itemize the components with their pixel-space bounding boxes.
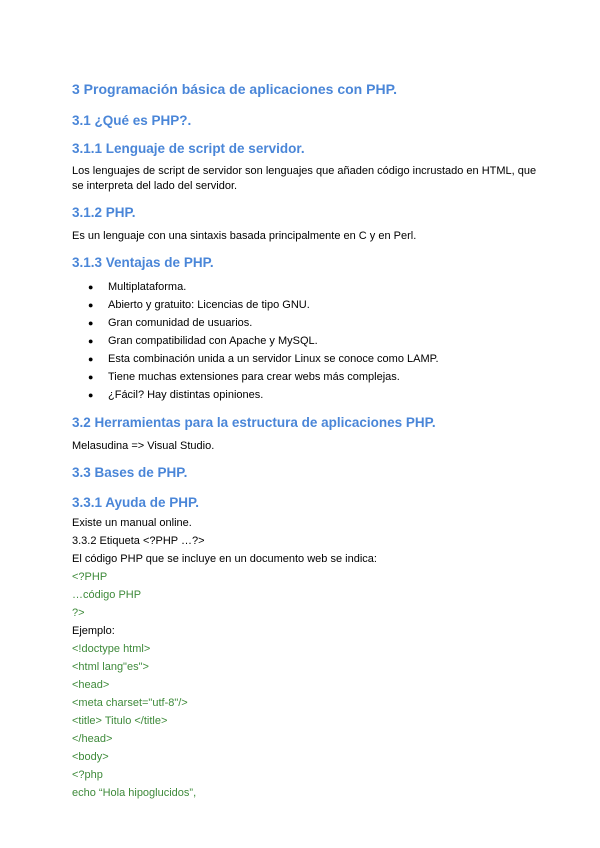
code-line: <!doctype html> [72, 643, 151, 655]
heading-3-1: 3.1 ¿Qué es PHP?. [72, 113, 192, 128]
heading-3: 3 Programación básica de aplicaciones con PHP. [72, 81, 397, 97]
paragraph-php: Es un lenguaje con una sintaxis basada principalmente en C y en Perl. [72, 230, 417, 242]
code-line: echo “Hola hipoglucidos”, [72, 787, 197, 799]
ventajas-list [72, 278, 540, 404]
paragraph-etiqueta: 3.3.2 Etiqueta <?PHP …?> [72, 535, 205, 547]
bullet-icon: ● [88, 390, 94, 400]
code-line: <body> [72, 751, 109, 763]
bullet-icon: ● [88, 282, 94, 292]
list-item-text: ¿Fácil? Hay distintas opiniones. [108, 389, 264, 401]
bullet-icon: ● [88, 372, 94, 382]
list-item [72, 332, 540, 350]
list-item-text: Abierto y gratuito: Licencias de tipo GNU. [108, 299, 310, 311]
heading-3-3-1: 3.3.1 Ayuda de PHP. [72, 495, 200, 510]
code-line: <head> [72, 679, 110, 691]
code-line: </head> [72, 733, 113, 745]
list-item [72, 386, 540, 404]
heading-3-1-2: 3.1.2 PHP. [72, 205, 136, 220]
code-line: <html lang"es"> [72, 661, 149, 673]
code-line: …código PHP [72, 589, 142, 601]
code-line: ?> [72, 607, 85, 619]
list-item-text: Gran compatibilidad con Apache y MySQL. [108, 335, 318, 347]
code-line: <title> Titulo </title> [72, 715, 168, 727]
paragraph-ejemplo: Ejemplo: [72, 625, 115, 637]
heading-3-1-1: 3.1.1 Lenguaje de script de servidor. [72, 141, 305, 156]
paragraph-herramientas: Melasudina => Visual Studio. [72, 440, 215, 452]
bullet-icon: ● [88, 300, 94, 310]
list-item-text: Tiene muchas extensiones para crear webs más complejas. [108, 371, 400, 383]
code-line: <?php [72, 769, 103, 781]
heading-3-1-3: 3.1.3 Ventajas de PHP. [72, 255, 214, 270]
list-item [72, 296, 540, 314]
list-item [72, 350, 540, 368]
list-item-text: Multiplataforma. [108, 281, 187, 293]
paragraph-script-servidor: Los lenguajes de script de servidor son lenguajes que añaden código incrustado en HTML, que se interpreta del lado del servidor. [72, 165, 537, 192]
list-item-text: Esta combinación unida a un servidor Linux se conoce como LAMP. [108, 353, 439, 365]
list-item [72, 368, 540, 386]
bullet-icon: ● [88, 354, 94, 364]
heading-3-3: 3.3 Bases de PHP. [72, 465, 188, 480]
bullet-icon: ● [88, 336, 94, 346]
heading-3-2: 3.2 Herramientas para la estructura de aplicaciones PHP. [72, 415, 436, 430]
list-item [72, 278, 540, 296]
list-item [72, 314, 540, 332]
code-line: <?PHP [72, 571, 108, 583]
paragraph-codigo-indica: El código PHP que se incluye en un documento web se indica: [72, 553, 377, 565]
list-item-text: Gran comunidad de usuarios. [108, 317, 253, 329]
bullet-icon: ● [88, 318, 94, 328]
paragraph-manual: Existe un manual online. [72, 517, 192, 529]
code-line: <meta charset="utf-8"/> [72, 697, 188, 709]
